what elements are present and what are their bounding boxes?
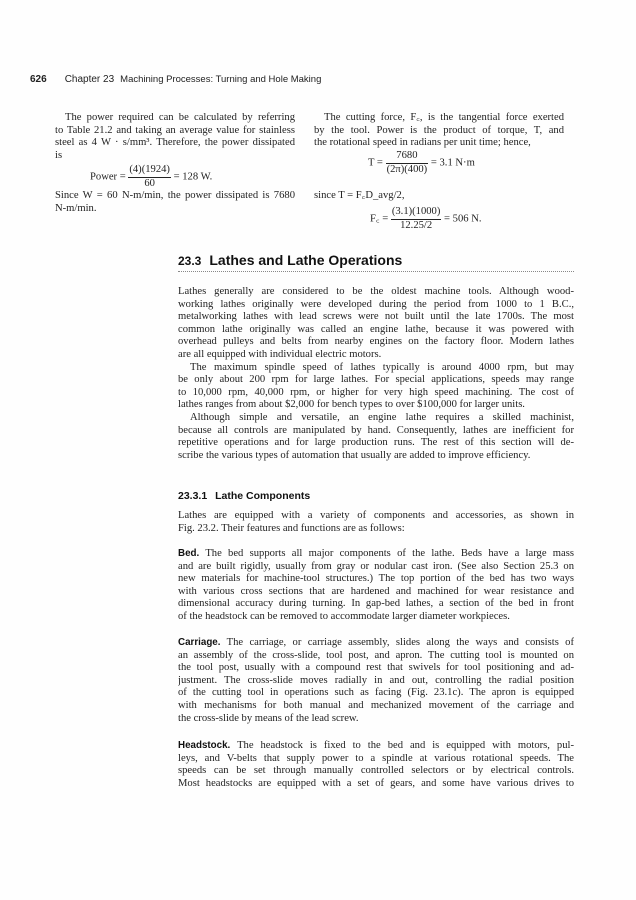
- text-line: scribe the various types of automation that usually are added to improve efficiency.: [178, 449, 531, 461]
- text-line: working lathes originally were developed during the period from 1000 to 1 B.C.,: [178, 298, 574, 310]
- text-line: leys, and V-belts that supply power to a spindle at various rotational speeds. The: [178, 752, 574, 764]
- text-line: repetitive operations and for large production runs. The rest of this section will de-: [178, 437, 574, 449]
- left-column-p2: [55, 190, 295, 215]
- eq-numerator: (4)(1924): [128, 164, 171, 178]
- text-line: overhead pulleys and belts from nearby engines on the factory floor. Modern lathes: [178, 336, 574, 348]
- text-line: Most headstocks are equipped with a set of gears, and some have various drives to: [178, 777, 574, 789]
- left-column: [55, 112, 295, 162]
- torque-equation: [368, 150, 475, 176]
- text-line: The cutting force, F꜀, is the tangential force exerted: [324, 112, 564, 123]
- text-line: an assembly of the cross-slide, tool post, and apron. The cutting tool is mounted on: [178, 649, 574, 661]
- eq-result: = 3.1 N·m: [430, 157, 475, 169]
- text-line: speeds can be set through manually controlled selectors or by electrical controls.: [178, 765, 574, 777]
- text-line: metalworking lathes with lead screws were not built until the late 1700s. The most: [178, 311, 574, 323]
- headstock-paragraph: [178, 740, 574, 790]
- text-line: Lathes are equipped with a variety of components and accessories, as shown in: [178, 510, 574, 521]
- page-number: 626: [30, 74, 47, 85]
- eq-result: = 506 N.: [444, 213, 482, 225]
- text-line: of the cutting tool in operations such as facing (Fig. 23.1c). The apron is equipped: [178, 687, 574, 699]
- text-line: The power required can be calculated by referring: [65, 112, 295, 123]
- text-line: is: [55, 149, 63, 161]
- text-line: steel as 4 W · s/mm³. Therefore, the power dissipated: [55, 137, 295, 149]
- eq-fraction: [386, 150, 429, 176]
- eq-label: T =: [368, 157, 383, 169]
- text-line: of the headstock can be removed to accommodate larger diameter workpieces.: [178, 610, 510, 622]
- text-line: Although simple and versatile, an engine lathe requires a skilled machinist,: [190, 411, 574, 423]
- text-line: The headstock is fixed to the bed and is equipped with motors, pul-: [237, 740, 574, 751]
- text-line: with various cross sections that are hardened and machined for wear resistance and: [178, 585, 574, 597]
- text-line: the cross-slide by means of the lead screw.: [178, 712, 359, 724]
- text-line: N-m/min.: [55, 202, 97, 214]
- eq-numerator: (3.1)(1000): [391, 206, 442, 220]
- run-in-head: Bed.: [178, 548, 200, 559]
- subsection-intro: [178, 510, 574, 535]
- eq-numerator: 7680: [386, 150, 429, 164]
- text-line: common lathe originally was called an engine lathe, because it was powered with: [178, 323, 574, 335]
- subsection-number: 23.3.1: [178, 490, 208, 502]
- text-line: Since W = 60 N-m/min, the power dissipated is 7680: [55, 190, 295, 201]
- chapter-topic: Machining Processes: Turning and Hole Making: [120, 74, 322, 85]
- eq-fraction: [128, 164, 171, 190]
- intro-paragraphs: [178, 286, 574, 462]
- text-line: new materials for machine-tool structures.) The top portion of the bed has two ways: [178, 573, 574, 585]
- section-rule: [178, 271, 574, 272]
- bed-paragraph: [178, 548, 574, 624]
- text-line: The bed supports all major components of the lathe. Beds have a large mass: [205, 548, 574, 559]
- text-line: to 10,000 rpm, 40,000 rpm, or higher for very high speed machining. The cost of: [178, 386, 574, 398]
- running-header: [30, 74, 321, 85]
- section-number: 23.3: [178, 254, 202, 268]
- text-line: with mechanisms for both manual and mechanized movement of the carriage and: [178, 699, 574, 711]
- text-line: and are built rigidly, usually from gray or nodular cast iron. (See also Section 25.3 on: [178, 560, 574, 572]
- eq-denominator: 12.25/2: [400, 219, 433, 231]
- eq-result: = 128 W.: [173, 171, 213, 183]
- power-equation: [90, 164, 212, 190]
- eq-fraction: [391, 206, 442, 232]
- text-line: Fig. 23.2. Their features and functions are as follows:: [178, 522, 405, 534]
- text-line: by the tool. Power is the product of torque, T, and: [314, 124, 564, 136]
- text-line: The maximum spindle speed of lathes typically is around 4000 rpm, but may: [190, 361, 574, 373]
- eq-denominator: (2π)(400): [386, 163, 428, 175]
- chapter-label: Chapter 23: [64, 74, 115, 85]
- run-in-head: Headstock.: [178, 740, 231, 751]
- force-equation: [370, 206, 482, 232]
- text-line: justment. The cross-slide moves radially in and out, controlling the radial position: [178, 674, 574, 686]
- run-in-head: Carriage.: [178, 637, 221, 648]
- text-line: the rotational speed in radians per unit time; hence,: [314, 137, 531, 149]
- carriage-paragraph: [178, 637, 574, 725]
- eq-denominator: 60: [144, 177, 155, 189]
- section-title: Lathes and Lathe Operations: [209, 252, 403, 268]
- text-line: dimensional accuracy during turning. In gap-bed lathes, a section of the bed in front: [178, 598, 574, 610]
- eq-label: Power =: [90, 171, 126, 183]
- since-line: since T = F꜀D_avg/2,: [314, 190, 405, 201]
- eq-label: F꜀ =: [370, 213, 389, 225]
- text-line: because all controls are manipulated by hand. Consequently, lathes are inefficient for: [178, 424, 574, 436]
- section-heading: [178, 252, 402, 268]
- right-column: [314, 112, 564, 150]
- text-line: are all equipped with individual electric motors.: [178, 348, 382, 360]
- subsection-title: Lathe Components: [215, 490, 311, 502]
- text-line: Lathes generally are considered to be the oldest machine tools. Although wood-: [178, 286, 574, 297]
- text-line: the tool post, usually with a compound rest that swivels for tool positioning and ad-: [178, 662, 574, 674]
- text-line: The carriage, or carriage assembly, slides along the ways and consists of: [226, 637, 574, 648]
- text-line: lathes ranges from about $2,000 for bench types to over $100,000 for larger units.: [178, 399, 525, 411]
- text-line: to Table 21.2 and taking an average value for stainless: [55, 124, 295, 136]
- subsection-heading: [178, 490, 310, 502]
- text-line: be only about 200 rpm for large lathes. For special applications, speeds may range: [178, 374, 574, 386]
